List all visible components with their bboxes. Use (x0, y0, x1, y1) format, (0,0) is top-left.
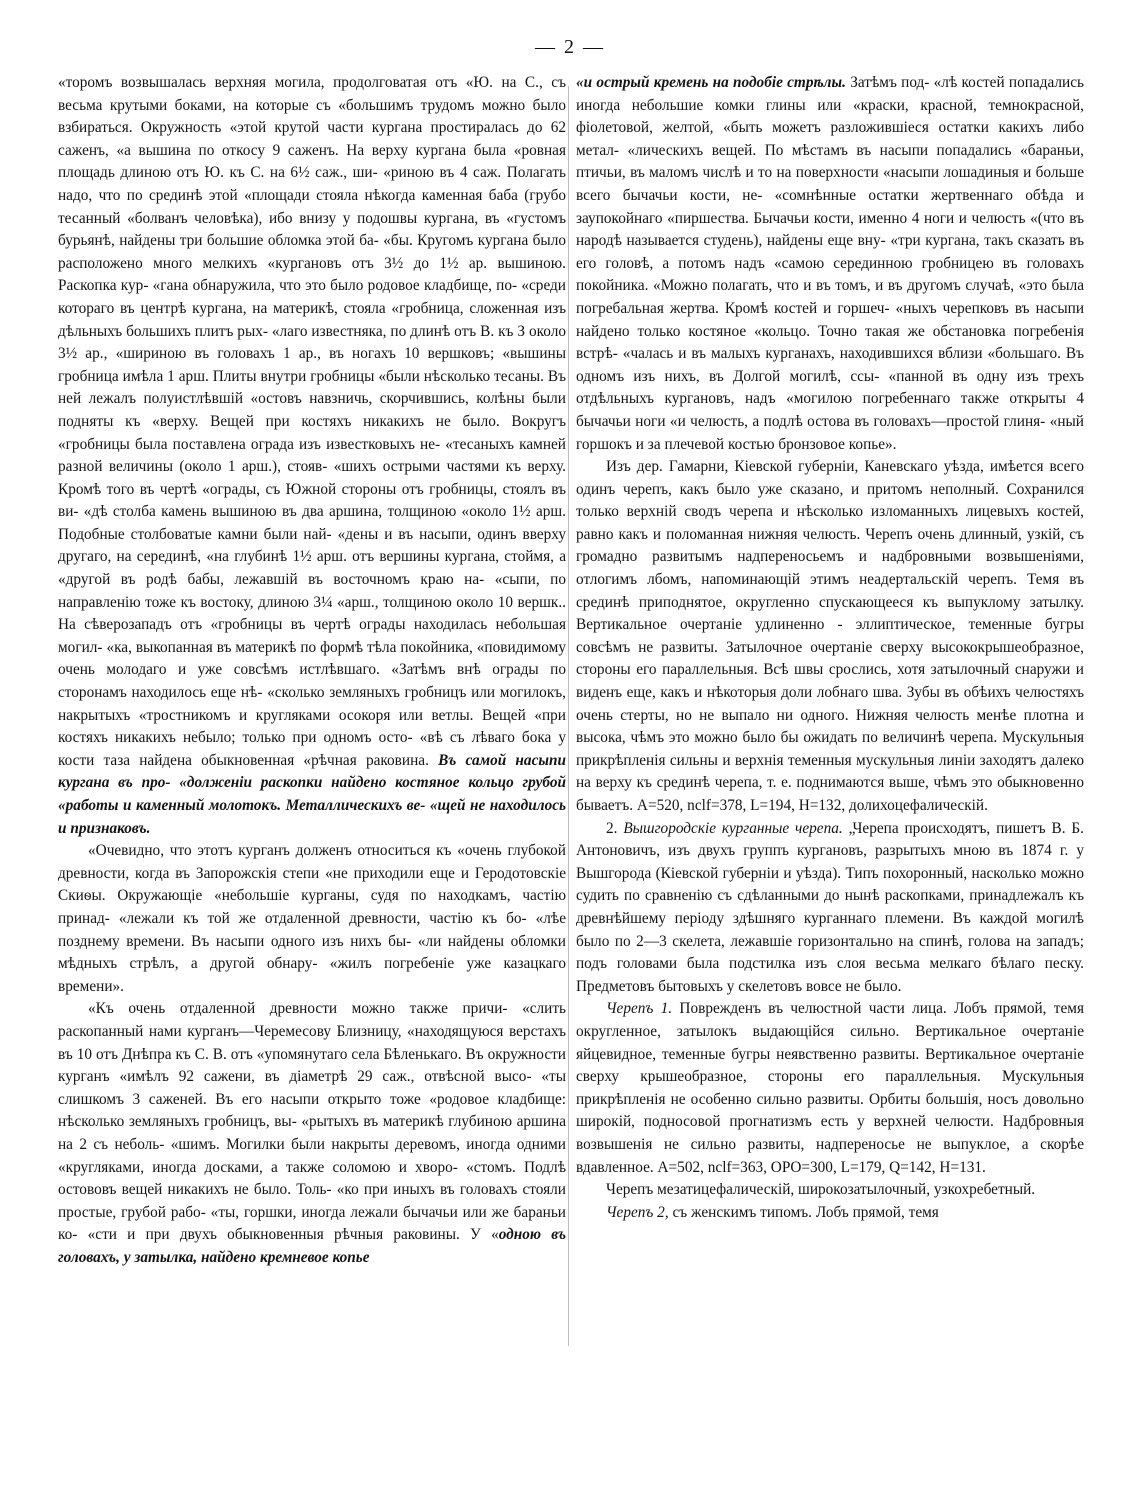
emphasized-text: Въ самой насыпи кургана въ про- «долженіи раскопки найдено костяное кольцо грубой «работы и каменный молотокъ. Металлическихъ ве- «щей не находилось и признаковъ. (58, 751, 566, 837)
emphasized-text: Вышгородскіе курганные черепа. (623, 819, 843, 837)
text-run: 2. (606, 819, 624, 837)
text-run: Поврежденъ въ челюстной части лица. Лобъ прямой, темя округленное, затылокъ выдающійся сильно. Вертикальное очертаніе яйцевидное, теменные бугры неявственно развиты. Вертикальное очертаніе сверху крышеобразное, стороны его параллельныя. Мускульныя прикрѣпленія не особенно сильно развиты. Орбиты большія, носъ довольно широкій, подносовой прогнатизмъ есть у верхней челюсти. Надбровныя возвышенія не сильно развиты, надпереносье не выпуклое, а скорѣе вдавленное. A=502, nclf=363, OPO=300, L=179, Q=142, H=131. (576, 1000, 1084, 1176)
text-run: «торомъ возвышалась верхняя могила, продолговатая отъ «Ю. на С., съ весьма крутыми боками, на которые съ «большимъ трудомъ можно было взбираться. Окружность «этой крутой части кургана простиралась до 62 саженъ, «а вышина по откосу 9 саженъ. На верху кургана была «ровная площадь длиною отъ Ю. къ С. на 6½ саж., ши- «риною въ 4 саж. Полагать надо, что по срединѣ этой «площади стояла нѣкогда каменная баба (грубо тесанный «болванъ человѣка), ибо внизу у подошвы кургана, въ «густомъ бурьянѣ, найдены три большие обломка этой ба- «бы. Кругомъ кургана было расположено много мелкихъ «кургановъ отъ 3½ до 1½ ар. вышиною. Раскопка кур- «гана обнаружила, что это было родовое кладбище, по- «среди котораго въ центрѣ кургана, на материкѣ, стояла «гробница, сложенная изъ дѣльныхъ большихъ плитъ рых- «лаго известняка, по длинѣ отъ В. къ З около 3½ ар., «шириною въ головахъ 1 ар., въ ногахъ 10 вершковъ; «вышины гробница имѣла 1 арш. Плиты внутри гробницы «были нѣсколько тесаны. Въ ней лежалъ полуистлѣвшій «остовъ навзничь, скорчившись, колѣны были подняты къ «верху. Вещей при костяхъ никакихъ не было. Вокругъ «гробницы была поставлена ограда изъ известковыхъ не- «тесаныхъ камней разной величины (около 1 арш.), стояв- «шихъ острыми частями къ верху. Кромѣ того въ чертѣ «ограды, съ Южной стороны отъ гробницы, стоялъ въ ви- «дѣ столба камень вышиною въ два аршина, толщиною «около 1½ арш. Подобные столбоватые камни были най- «дены и въ насыпи, одинъ вверху другаго, на серединѣ, «на глубинѣ 1½ арш. отъ вершины кургана, стоймя, а «другой въ родѣ бабы, лежавшій въ восточномъ краю на- «сыпи, по направленію тоже къ востоку, длиною 3¼ «арш., толщиною около 10 вершк.. На сѣверозападъ отъ «гробницы въ чертѣ ограды находилась небольшая могил- «ка, выкопанная въ материкѣ по формѣ тѣла покойника, «повидимому очень молодаго и уже совсѣмъ истлѣвшаго. «Затѣмъ внѣ ограды по сторонамъ находилось еще нѣ- «сколько земляныхъ гробницъ или могилокъ, накрытыхъ «тростникомъ и кругляками осокоря или ветлы. Вещей «при костяхъ никакихъ небыло; только при одномъ осто- «вѣ съ лѣваго бока у кости таза найдена обыкновенная «рѣчная раковина. (58, 74, 566, 769)
page-number: — 2 — (535, 36, 605, 58)
text-run: Затѣмъ под- «лѣ костей попадались иногда небольшие комки глины или «краски, красной, темнокрасной, фіолетовой, желтой, «быть можетъ разложившіеся остатки какихъ либо метал- «лическихъ вещей. По мѣстамъ въ насыпи попадались «бараньи, птичьи, въ маломъ числѣ и то на поверхности «насыпи лошадиныя и больше всего бычачьи кости, не- «сомнѣнные остатки жертвеннаго обѣда и заупокойнаго «пиршества. Бычачьи кости, именно 4 ноги и челюсть «(что въ народѣ называется студень), найдены еще вну- «три кургана, такъ сказать въ его головѣ, а потомъ надъ «самою серединною гробницею въ головахъ покойника. «Можно полагать, что и въ томъ, и въ другомъ случаѣ, «это была погребальная жертва. Кромѣ костей и горшеч- «ныхъ черепковъ въ насыпи найдено только костяное «кольцо. Точно такая же обстановка погребенія встрѣ- «чалась и въ малыхъ курганахъ, находившихся вблизи «большаго. Въ одномъ изъ нихъ, въ Долгой могилѣ, ссы- «панной въ одну изъ трехъ отдѣльныхъ кургановъ, надъ «могилою погребеннаго также открыты 4 бычачьи ноги «и челюсть, а подлѣ остова въ головахъ—простой глиня- «ный горшокъ и за плечевой костью бронзовое копье». (576, 74, 1084, 453)
paragraph (58, 998, 566, 1269)
paragraph (576, 1202, 1084, 1225)
paragraph (58, 840, 566, 998)
paragraph (58, 72, 566, 840)
right-column (576, 72, 1084, 1362)
paragraph (576, 72, 1084, 456)
text-run: «Къ очень отдаленной древности можно также причи- «слить раскопанный нами курганъ—Черемесову Близницу, «находящуюся верстахъ въ 10 отъ Днѣпра къ С. В. отъ «упомянутаго села Бѣленькаго. Въ окружности курганъ «имѣлъ 92 сажени, въ діаметрѣ 29 саж., отвѣсной высо- «ты слишкомъ 3 саженей. Въ его насыпи открыто тоже «родовое кладбище: нѣсколько земляныхъ гробницъ, вы- «рытыхъ въ материкѣ глубиною аршина на 2 съ неболь- «шимъ. Могилки были накрыты деревомъ, иногда одними «кругляками, иногда досками, а также соломою и хворо- «стомъ. Подлѣ остововъ вещей никакихъ не было. Толь- «ко при иныхъ въ головахъ стояли простые, грубой рабо- «ты, горшки, иногда лежали бычачьи или же бараньи ко- «сти и при двухъ обыкновенныя рѣчныя раковины. У « (58, 1000, 566, 1244)
text-run: съ женскимъ типомъ. Лобъ прямой, темя (668, 1203, 939, 1221)
paragraph (576, 818, 1084, 999)
emphasized-text: «и острый кремень на подобіе стрѣлы. (576, 74, 846, 91)
text-run: „Черепа происходятъ, пишетъ В. Б. Антоновичъ, изъ двухъ группъ кургановъ, разрытыхъ мною въ 1874 г. у Вышгорода (Кіевской губерніи и уѣзда). Типъ похоронный, насколько можно судить по сравненію съ сдѣланными до нынѣ раскопками, принадлежалъ къ древнѣйшему періоду здѣшняго курганнаго племени. Въ каждой могилѣ было по 2—3 скелета, лежавшіе горизонтально на спинѣ, голова на западъ; подъ головами была подстилка изъ слоя весьма мелкаго бѣлаго песку. Предметовъ бытовыхъ у скелетовъ вовсе не было. (576, 819, 1084, 995)
paragraph (576, 998, 1084, 1179)
text-run: Черепъ мезатицефалическій, широкозатылочный, узкохребетный. (606, 1181, 1036, 1199)
emphasized-text: Черепъ 2, (606, 1203, 669, 1221)
paragraph (576, 456, 1084, 818)
left-column (58, 72, 566, 1372)
text-run: «Очевидно, что этотъ курганъ долженъ относиться къ «очень глубокой древности, когда въ Запорожскія степи «не приходили еще и Геродотовскіе Скиѳы. Окружающіе «небольшіе курганы, судя по находкамъ, частію принад- «лежали къ той же отдаленной древности, частію къ бо- «лѣе позднему времени. Въ насыпи одного изъ нихъ бы- «ли найдены обломки мѣдныхъ стрѣлъ, а другой обнару- «жилъ погребеніе уже казацкаго времени». (58, 842, 566, 995)
column-divider (568, 86, 569, 1346)
text-run: Изъ дер. Гамарни, Кіевской губерніи, Каневскаго уѣзда, имѣется всего одинъ черепъ, какъ было уже сказано, и притомъ неполный. Сохранился только верхній сводъ черепа и нѣсколько изломанныхъ лицевыхъ костей, равно какъ и поломанная нижняя челюсть. Черепъ очень длинный, узкій, съ громадно развитымъ надпереносьемъ и надбровными возвышеніями, отлогимъ лбомъ, напоминающій этимъ неадертальскій черепъ. Темя въ срединѣ приподнятое, округленно спускающееся къ выпуклому затылку. Вертикальное очертаніе удлиненно - эллиптическое, теменные бугры совсѣмъ не развиты. Затылочное очертаніе сверху высококрышеобразное, стороны его параллельныя. Всѣ швы срослись, хотя затылочный снаружи и виденъ еще, какъ и нѣкоторыя доли лобнаго шва. Зубы въ обѣихъ челюстяхъ очень стерты, но не выпало ни одного. Нижняя челюсть менѣе плотна и высока, чѣмъ это можно было бы ожидать по величинѣ черепа. Мускульныя прикрѣпленія сильны и верхнія теменныя мускульныя линіи заходятъ далеко на верху къ срединѣ черепа, т. е. поднимаются выше, чѣмъ это обыкновенно бываетъ. A=520, nclf=378, L=194, H=132, долихоцефалическій. (576, 458, 1084, 814)
emphasized-text: одною въ головахъ, у затылка, найдено кремневое копье (58, 1226, 566, 1266)
paragraph (576, 1179, 1084, 1202)
emphasized-text: Черепъ 1. (606, 1000, 673, 1018)
